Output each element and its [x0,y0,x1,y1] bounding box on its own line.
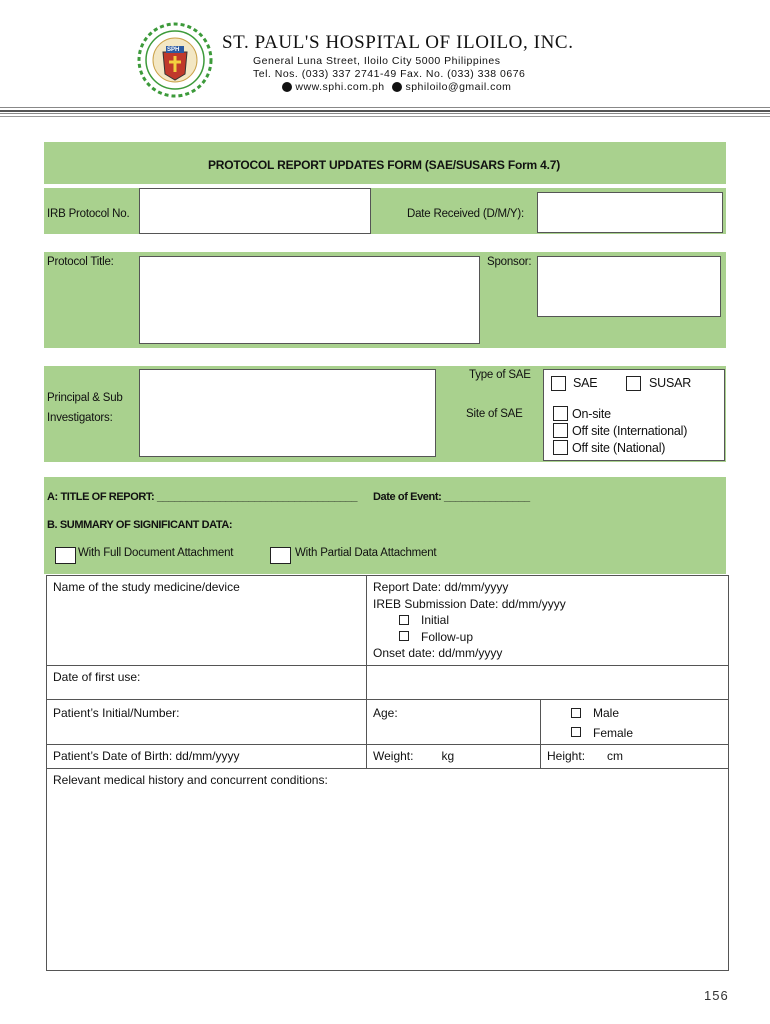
date-first-use-cell[interactable] [47,666,367,700]
logo-text: SPH [167,47,180,53]
follow-up-checkbox[interactable] [399,631,409,641]
sponsor-field[interactable] [537,256,721,317]
weight-cell[interactable] [367,745,541,769]
female-checkbox[interactable] [571,727,581,737]
irb-protocol-label: IRB Protocol No. [47,208,130,220]
globe-icon [282,82,292,92]
full-attachment-checkbox[interactable] [55,547,76,564]
height-label: Height: [547,749,586,763]
follow-up-label: Follow-up [421,629,474,644]
partial-attachment-label: With Partial Data Attachment [295,547,437,559]
onsite-checkbox[interactable] [553,406,568,421]
title-of-report-label: A: TITLE OF REPORT: ___________________________________ [47,491,358,503]
page-number: 156 [704,988,729,1003]
initial-option[interactable] [373,612,722,629]
male-option[interactable] [571,703,722,722]
sex-cell[interactable] [541,700,729,745]
investigators-label [47,388,123,428]
date-first-use-value[interactable] [367,666,729,700]
study-medicine-cell[interactable] [47,576,367,666]
offsite-international-label: Off site (International) [572,424,688,438]
sae-option-label: SAE [573,376,598,390]
investigators-label-line2: Investigators: [47,412,113,424]
weight-unit: kg [441,749,455,763]
type-of-sae-label: Type of SAE [469,369,531,381]
female-label: Female [593,725,634,740]
date-received-label: Date Received (D/M/Y): [407,208,525,220]
sponsor-label: Sponsor: [487,256,532,268]
contact-line [282,81,511,94]
initial-checkbox[interactable] [399,615,409,625]
investigators-field[interactable] [139,369,436,457]
sae-data-table [46,575,729,971]
susar-option-label: SUSAR [649,376,692,390]
patient-dob-cell[interactable] [47,745,367,769]
offsite-international-checkbox[interactable] [553,423,568,438]
sae-checkbox[interactable] [551,376,566,391]
medical-history-cell[interactable] [47,769,729,971]
hospital-logo [133,22,217,98]
hospital-phone: Tel. Nos. (033) 337 2741-49 Fax. No. (033) 338 0676 [253,68,526,80]
letterhead-divider [0,107,770,119]
table-row [47,576,729,666]
offsite-national-checkbox[interactable] [553,440,568,455]
hospital-address: General Luna Street, Iloilo City 5000 Philippines [253,55,501,67]
patient-initial-label: Patient’s Initial/Number: [53,706,180,720]
date-of-event-label: Date of Event: _______________ [373,491,530,503]
initial-label: Initial [421,613,450,627]
male-checkbox[interactable] [571,708,581,718]
hospital-name: ST. PAUL'S HOSPITAL OF ILOILO, INC. [222,32,574,53]
follow-up-option[interactable] [373,629,722,646]
report-dates-cell[interactable] [367,576,729,666]
protocol-title-field[interactable] [139,256,480,344]
summary-label: B. SUMMARY OF SIGNIFICANT DATA: [47,519,233,531]
female-option[interactable] [571,722,722,742]
table-row [47,700,729,745]
table-row [47,769,729,971]
form-title: PROTOCOL REPORT UPDATES FORM (SAE/SUSARS Form 4.7) [208,158,561,172]
report-date-label: Report Date: dd/mm/yyyy [373,580,509,594]
table-row [47,745,729,769]
date-received-field[interactable] [537,192,723,233]
age-cell[interactable] [367,700,541,745]
male-label: Male [593,706,620,720]
patient-dob-label: Patient’s Date of Birth: dd/mm/yyyy [53,749,240,763]
ireb-submission-label: IREB Submission Date: dd/mm/yyyy [373,596,566,611]
age-label: Age: [373,706,398,720]
height-cell[interactable] [541,745,729,769]
offsite-national-label: Off site (National) [572,441,666,455]
height-unit: cm [607,749,624,763]
investigators-label-line1: Principal & Sub [47,392,123,404]
onset-date-label: Onset date: dd/mm/yyyy [373,646,503,660]
protocol-title-label: Protocol Title: [47,256,114,268]
email-link[interactable]: sphiloilo@gmail.com [405,81,512,93]
full-attachment-label: With Full Document Attachment [78,547,234,559]
susar-checkbox[interactable] [626,376,641,391]
weight-label: Weight: [373,749,414,763]
irb-protocol-field[interactable] [139,188,371,234]
table-row [47,666,729,700]
email-icon [392,82,402,92]
website-link[interactable]: www.sphi.com.ph [295,81,385,93]
patient-initial-cell[interactable] [47,700,367,745]
medical-history-label: Relevant medical history and concurrent conditions: [53,773,328,787]
date-first-use-label: Date of first use: [53,670,141,684]
site-of-sae-label: Site of SAE [466,408,523,420]
partial-attachment-checkbox[interactable] [270,547,291,564]
onsite-option-label: On-site [572,407,611,421]
study-medicine-label: Name of the study medicine/device [53,580,240,594]
